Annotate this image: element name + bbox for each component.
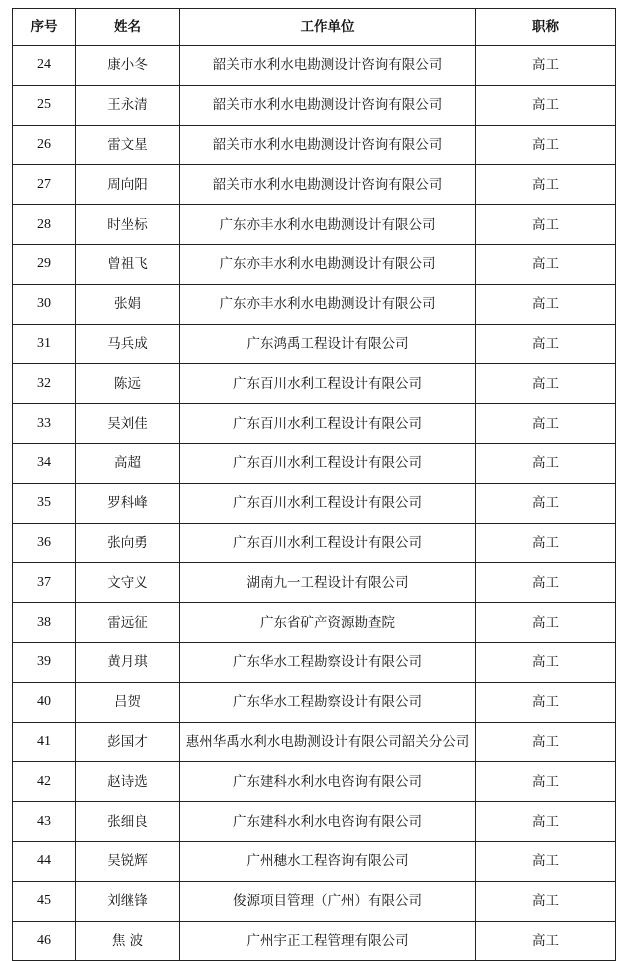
cell-index: 33	[13, 404, 76, 444]
cell-index: 24	[13, 46, 76, 86]
table-row	[13, 46, 616, 86]
cell-employer: 广东鸿禹工程设计有限公司	[180, 324, 476, 364]
header-employer: 工作单位	[180, 9, 476, 46]
cell-employer: 俊源项目管理（广州）有限公司	[180, 881, 476, 921]
cell-title: 高工	[476, 165, 616, 205]
cell-employer: 广东百川水利工程设计有限公司	[180, 443, 476, 483]
cell-title: 高工	[476, 244, 616, 284]
cell-index: 30	[13, 284, 76, 324]
cell-title: 高工	[476, 364, 616, 404]
table-row	[13, 404, 616, 444]
cell-employer: 广州宇正工程管理有限公司	[180, 921, 476, 961]
table-row	[13, 165, 616, 205]
table-row	[13, 443, 616, 483]
table-row	[13, 682, 616, 722]
cell-name: 赵诗选	[76, 762, 180, 802]
cell-name: 焦 波	[76, 921, 180, 961]
cell-index: 31	[13, 324, 76, 364]
cell-title: 高工	[476, 205, 616, 245]
table-row	[13, 881, 616, 921]
cell-title: 高工	[476, 324, 616, 364]
table-row	[13, 921, 616, 961]
cell-employer: 湖南九一工程设计有限公司	[180, 563, 476, 603]
cell-employer: 广东百川水利工程设计有限公司	[180, 404, 476, 444]
cell-employer: 广东百川水利工程设计有限公司	[180, 523, 476, 563]
document-page	[12, 8, 616, 961]
cell-name: 吴刘佳	[76, 404, 180, 444]
cell-title: 高工	[476, 921, 616, 961]
table-row	[13, 244, 616, 284]
table-row	[13, 642, 616, 682]
cell-name: 罗科峰	[76, 483, 180, 523]
cell-index: 29	[13, 244, 76, 284]
cell-index: 28	[13, 205, 76, 245]
cell-name: 陈远	[76, 364, 180, 404]
table-row	[13, 523, 616, 563]
cell-name: 黄月琪	[76, 642, 180, 682]
cell-name: 彭国才	[76, 722, 180, 762]
table-header	[13, 9, 616, 46]
table-row	[13, 85, 616, 125]
cell-title: 高工	[476, 603, 616, 643]
cell-index: 38	[13, 603, 76, 643]
table-row	[13, 762, 616, 802]
cell-index: 36	[13, 523, 76, 563]
cell-name: 张细良	[76, 802, 180, 842]
table-row	[13, 603, 616, 643]
cell-name: 王永清	[76, 85, 180, 125]
cell-title: 高工	[476, 523, 616, 563]
cell-employer: 韶关市水利水电勘测设计咨询有限公司	[180, 125, 476, 165]
cell-index: 34	[13, 443, 76, 483]
cell-name: 刘继锋	[76, 881, 180, 921]
cell-index: 45	[13, 881, 76, 921]
cell-employer: 广东百川水利工程设计有限公司	[180, 483, 476, 523]
header-index: 序号	[13, 9, 76, 46]
table-row	[13, 284, 616, 324]
cell-index: 25	[13, 85, 76, 125]
header-title: 职称	[476, 9, 616, 46]
cell-employer: 广东亦丰水利水电勘测设计有限公司	[180, 284, 476, 324]
cell-name: 吴锐辉	[76, 841, 180, 881]
cell-index: 39	[13, 642, 76, 682]
cell-index: 26	[13, 125, 76, 165]
table-row	[13, 841, 616, 881]
header-row	[13, 9, 616, 46]
cell-employer: 广州穗水工程咨询有限公司	[180, 841, 476, 881]
cell-name: 张向勇	[76, 523, 180, 563]
table-row	[13, 324, 616, 364]
cell-index: 42	[13, 762, 76, 802]
cell-name: 时坐标	[76, 205, 180, 245]
table-row	[13, 125, 616, 165]
cell-title: 高工	[476, 881, 616, 921]
cell-title: 高工	[476, 85, 616, 125]
cell-name: 文守义	[76, 563, 180, 603]
personnel-table	[12, 8, 616, 961]
cell-name: 吕贺	[76, 682, 180, 722]
cell-title: 高工	[476, 722, 616, 762]
cell-employer: 广东亦丰水利水电勘测设计有限公司	[180, 205, 476, 245]
cell-index: 46	[13, 921, 76, 961]
cell-title: 高工	[476, 563, 616, 603]
cell-title: 高工	[476, 404, 616, 444]
cell-name: 曾祖飞	[76, 244, 180, 284]
cell-employer: 广东省矿产资源勘查院	[180, 603, 476, 643]
cell-index: 27	[13, 165, 76, 205]
cell-index: 41	[13, 722, 76, 762]
cell-index: 40	[13, 682, 76, 722]
table-row	[13, 364, 616, 404]
cell-employer: 韶关市水利水电勘测设计咨询有限公司	[180, 165, 476, 205]
table-body	[13, 46, 616, 961]
cell-title: 高工	[476, 443, 616, 483]
cell-employer: 广东华水工程勘察设计有限公司	[180, 642, 476, 682]
cell-title: 高工	[476, 642, 616, 682]
cell-name: 康小冬	[76, 46, 180, 86]
cell-name: 马兵成	[76, 324, 180, 364]
header-name: 姓名	[76, 9, 180, 46]
cell-name: 张娟	[76, 284, 180, 324]
cell-index: 35	[13, 483, 76, 523]
table-row	[13, 802, 616, 842]
table-row	[13, 205, 616, 245]
cell-title: 高工	[476, 125, 616, 165]
cell-employer: 广东百川水利工程设计有限公司	[180, 364, 476, 404]
cell-title: 高工	[476, 46, 616, 86]
table-row	[13, 563, 616, 603]
cell-name: 雷文星	[76, 125, 180, 165]
cell-employer: 惠州华禹水利水电勘测设计有限公司韶关分公司	[180, 722, 476, 762]
table-row	[13, 483, 616, 523]
cell-name: 雷远征	[76, 603, 180, 643]
cell-title: 高工	[476, 483, 616, 523]
cell-index: 43	[13, 802, 76, 842]
cell-title: 高工	[476, 682, 616, 722]
table-row	[13, 722, 616, 762]
cell-index: 32	[13, 364, 76, 404]
cell-index: 37	[13, 563, 76, 603]
cell-employer: 韶关市水利水电勘测设计咨询有限公司	[180, 46, 476, 86]
cell-name: 高超	[76, 443, 180, 483]
cell-employer: 广东华水工程勘察设计有限公司	[180, 682, 476, 722]
cell-name: 周向阳	[76, 165, 180, 205]
cell-employer: 广东亦丰水利水电勘测设计有限公司	[180, 244, 476, 284]
cell-title: 高工	[476, 841, 616, 881]
cell-employer: 广东建科水利水电咨询有限公司	[180, 762, 476, 802]
cell-employer: 广东建科水利水电咨询有限公司	[180, 802, 476, 842]
cell-title: 高工	[476, 284, 616, 324]
cell-index: 44	[13, 841, 76, 881]
cell-title: 高工	[476, 802, 616, 842]
cell-title: 高工	[476, 762, 616, 802]
cell-employer: 韶关市水利水电勘测设计咨询有限公司	[180, 85, 476, 125]
